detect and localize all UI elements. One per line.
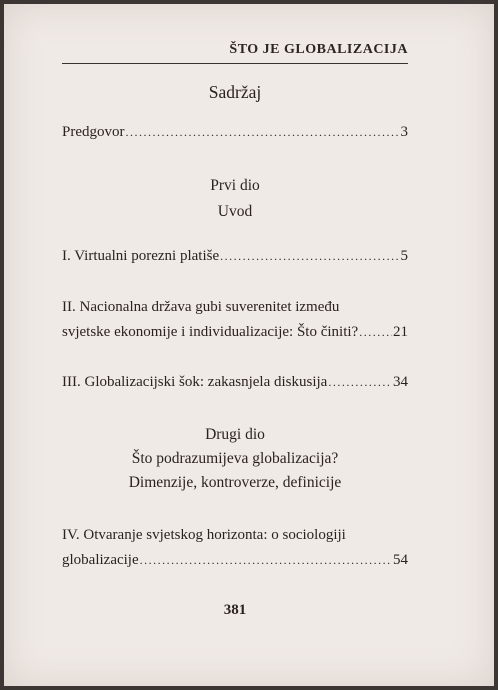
toc-entry-chapter-4-line1: IV. Otvaranje svjetskog horizonta: o sociologiji xyxy=(62,527,346,543)
leader-dots xyxy=(328,375,392,390)
toc-entry-text: I. Virtualni porezni platiše xyxy=(62,248,220,264)
part1-label: Prvi dio xyxy=(210,177,260,194)
part2-subtitle: Dimenzije, kontroverze, definicije xyxy=(128,474,342,491)
part2-label: Drugi dio xyxy=(205,426,265,443)
toc-entry-page: 34 xyxy=(393,374,408,390)
toc-entry-chapter-4 xyxy=(62,552,408,569)
toc-entry-chapter-3 xyxy=(62,374,408,391)
header-rule xyxy=(62,63,408,64)
toc-entry-page: 5 xyxy=(400,248,408,264)
toc-entry-chapter-1 xyxy=(62,248,408,265)
toc-entry-text: svjetske ekonomije i individualizacije: Što činiti? xyxy=(62,324,359,340)
book-page xyxy=(4,4,494,686)
leader-dots xyxy=(126,125,400,140)
toc-entry-chapter-2 xyxy=(62,324,408,341)
toc-entry-text: III. Globalizacijski šok: zakasnjela diskusija xyxy=(62,374,328,390)
part1-title: Uvod xyxy=(217,203,253,220)
toc-entry-chapter-2-line1: II. Nacionalna država gubi suverenitet između xyxy=(62,299,340,315)
leader-dots xyxy=(140,553,392,568)
running-head: ŠTO JE GLOBALIZACIJA xyxy=(229,42,408,57)
toc-entry-predgovor xyxy=(62,124,408,141)
toc-entry-text: Predgovor xyxy=(62,124,125,140)
toc-entry-page: 21 xyxy=(393,324,408,340)
page-number: 381 xyxy=(223,602,247,618)
leader-dots xyxy=(220,249,399,264)
part2-title: Što podrazumijeva globalizacija? xyxy=(131,450,339,467)
toc-entry-page: 54 xyxy=(393,552,408,568)
toc-entry-text: globalizacije xyxy=(62,552,139,568)
leader-dots xyxy=(359,325,392,340)
toc-title: Sadržaj xyxy=(208,82,262,102)
toc-entry-page: 3 xyxy=(400,124,408,140)
